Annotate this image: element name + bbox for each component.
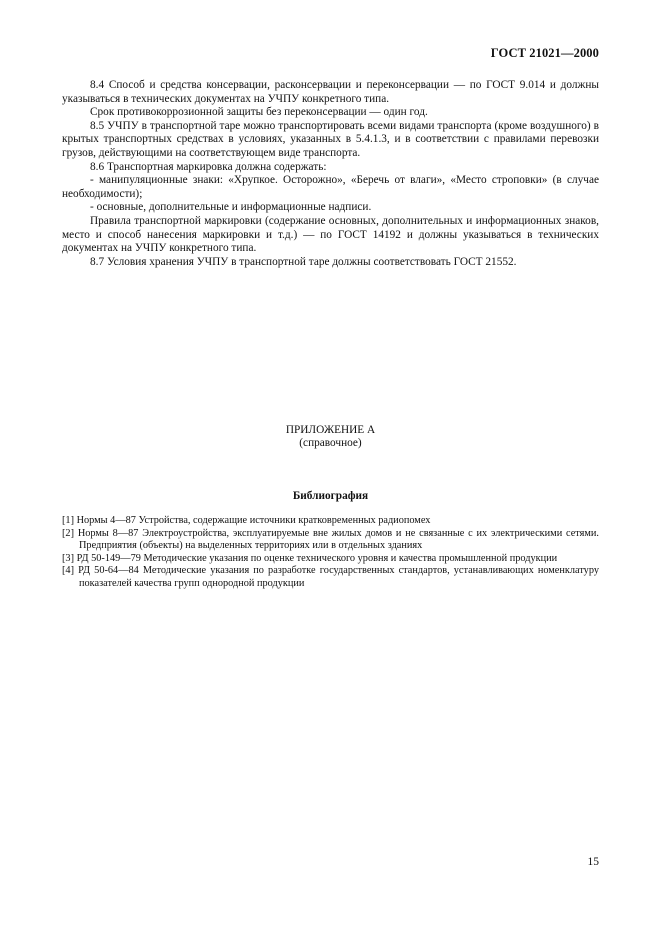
section-8-body — [62, 79, 599, 269]
paragraph-8-7: 8.7 Условия хранения УЧПУ в транспортной таре должны соответствовать ГОСТ 21552. — [90, 255, 517, 268]
appendix-subtitle: (справочное) — [299, 437, 362, 449]
paragraph-8-5: 8.5 УЧПУ в транспортной таре можно транспортировать всеми видами транспорта (кроме воздушного) в крытых транспортных средствах в условиях, указанных в 5.4.1.3, и в соответствии с правилами перевозки грузов, действующими на соответствующем виде транспорта. — [62, 119, 599, 159]
bibliography-entry: [4] РД 50-64—84 Методические указания по разработке государственных стандартов, устанавливающих номенклатуру показателей качества групп однородной продукции — [62, 565, 599, 589]
bibliography-title: Библиография — [292, 490, 369, 502]
paragraph-8-4: 8.4 Способ и средства консервации, расконсервации и переконсервации — по ГОСТ 9.014 и должны указываться в технических документах на УЧПУ конкретного типа. — [62, 79, 599, 105]
paragraph-protection-term: Срок противокоррозионной защиты без переконсервации — один год. — [90, 106, 428, 119]
appendix-heading — [0, 424, 661, 450]
list-item-inscriptions: - основные, дополнительные и информационные надписи. — [90, 201, 372, 214]
bibliography-list — [62, 515, 599, 590]
paragraph-8-6: 8.6 Транспортная маркировка должна содержать: — [90, 160, 327, 173]
bibliography-entry: [1] Нормы 4—87 Устройства, содержащие источники кратковременных радиопомех — [62, 515, 431, 526]
document-header: ГОСТ 21021—2000 — [490, 46, 599, 60]
page-number: 15 — [587, 856, 599, 868]
appendix-title: ПРИЛОЖЕНИЕ А — [285, 424, 376, 436]
bibliography-entry: [3] РД 50-149—79 Методические указания по оценке технического уровня и качества промышленной продукции — [62, 552, 558, 564]
paragraph-marking-rules: Правила транспортной маркировки (содержание основных, дополнительных и информационных знаков, место и способ нанесения маркировки и т.д.) — по ГОСТ 14192 и должны указываться в технических документах на УЧПУ конкретного типа. — [62, 214, 599, 255]
list-item-handling-marks: - манипуляционные знаки: «Хрупкое. Осторожно», «Беречь от влаги», «Место строповки» (в случае необходимости); — [62, 174, 599, 200]
bibliography-entry: [2] Нормы 8—87 Электроустройства, эксплуатируемые вне жилых домов и не связанные с их электрическими сетями. Предприятия (объекты) на выделенных территориях или в отдельных зданиях — [62, 527, 599, 551]
